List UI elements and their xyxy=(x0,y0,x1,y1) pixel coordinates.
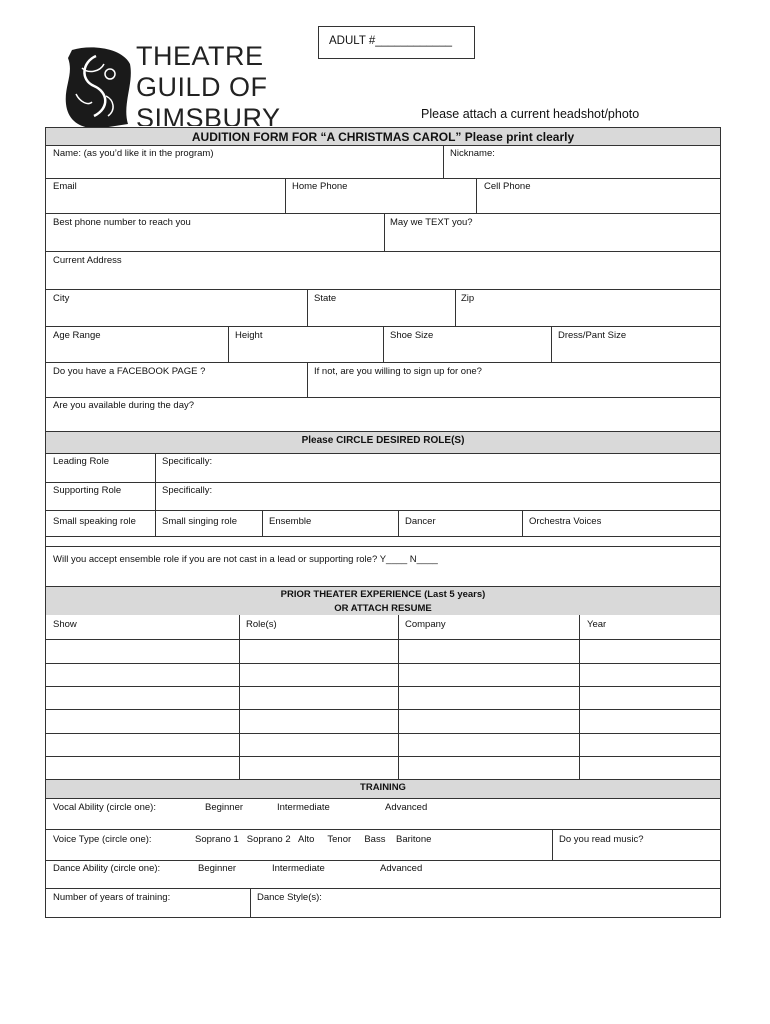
table-row[interactable] xyxy=(45,663,721,664)
form-title: AUDITION FORM FOR “A CHRISTMAS CAROL” Please print clearly xyxy=(191,130,575,144)
dress-size-field-label: Dress/Pant Size xyxy=(558,330,627,341)
voice-type-options[interactable]: Soprano 1 Soprano 2 Alto Tenor Bass Baritone xyxy=(195,834,432,845)
training-section-header: TRAINING xyxy=(360,782,406,793)
experience-header-line-1: PRIOR THEATER EXPERIENCE (Last 5 years) xyxy=(280,589,486,600)
best-phone-field-label: Best phone number to reach you xyxy=(53,217,191,228)
dance-advanced-option[interactable]: Advanced xyxy=(380,863,423,874)
table-row[interactable] xyxy=(45,733,721,734)
dance-style-label: Dance Style(s): xyxy=(257,892,322,903)
vocal-advanced-option[interactable]: Advanced xyxy=(385,802,428,813)
shoe-size-field-label: Shoe Size xyxy=(390,330,434,341)
supporting-role-option[interactable]: Supporting Role xyxy=(53,485,122,496)
company-column-header: Company xyxy=(405,619,446,630)
dance-ability-label: Dance Ability (circle one): xyxy=(53,863,161,874)
facebook-signup-field-label: If not, are you willing to sign up for one? xyxy=(314,366,482,377)
ensemble-question: Will you accept ensemble role if you are not cast in a lead or supporting role? Y____ N____ xyxy=(53,554,438,565)
email-field-label: Email xyxy=(53,181,77,192)
zip-field-label: Zip xyxy=(461,293,475,304)
name-field-label: Name: (as you’d like it in the program) xyxy=(53,148,214,159)
city-field-label: City xyxy=(53,293,70,304)
vocal-intermediate-option[interactable]: Intermediate xyxy=(277,802,330,813)
available-field-label: Are you available during the day? xyxy=(53,400,195,411)
dancer-option[interactable]: Dancer xyxy=(405,516,436,527)
leading-role-specifically-label: Specifically: xyxy=(162,456,213,467)
show-column-header: Show xyxy=(53,619,77,630)
supporting-role-specifically-label: Specifically: xyxy=(162,485,213,496)
vocal-beginner-option[interactable]: Beginner xyxy=(205,802,244,813)
roles-column-header: Role(s) xyxy=(246,619,277,630)
table-row[interactable] xyxy=(45,639,721,640)
read-music-label: Do you read music? xyxy=(559,834,644,845)
theatre-guild-logo-icon xyxy=(62,44,134,130)
table-row[interactable] xyxy=(45,756,721,757)
age-range-field-label: Age Range xyxy=(53,330,101,341)
height-field-label: Height xyxy=(235,330,263,341)
leading-role-option[interactable]: Leading Role xyxy=(53,456,109,467)
facebook-field-label: Do you have a FACEBOOK PAGE ? xyxy=(53,366,206,377)
adult-number-box[interactable] xyxy=(318,26,475,59)
roles-section-header: Please CIRCLE DESIRED ROLE(S) xyxy=(301,435,465,446)
small-singing-role-option[interactable]: Small singing role xyxy=(162,516,237,527)
logo-line-1: THEATRE xyxy=(136,41,264,71)
vocal-ability-label: Vocal Ability (circle one): xyxy=(53,802,156,813)
state-field-label: State xyxy=(314,293,337,304)
form-frame xyxy=(45,127,721,918)
ensemble-option[interactable]: Ensemble xyxy=(269,516,312,527)
address-field-label: Current Address xyxy=(53,255,122,266)
may-text-field-label: May we TEXT you? xyxy=(390,217,473,228)
logo-line-3: SIMSBURY xyxy=(136,104,281,126)
logo-line-2: GUILD OF xyxy=(136,72,268,102)
cell-phone-field-label: Cell Phone xyxy=(484,181,531,192)
table-row[interactable] xyxy=(45,686,721,687)
training-years-label: Number of years of training: xyxy=(53,892,171,903)
adult-number-label: ADULT #____________ xyxy=(329,35,452,47)
home-phone-field-label: Home Phone xyxy=(292,181,348,192)
year-column-header: Year xyxy=(587,619,607,630)
dance-intermediate-option[interactable]: Intermediate xyxy=(272,863,325,874)
attach-photo-note: Please attach a current headshot/photo xyxy=(421,107,640,121)
nickname-field-label: Nickname: xyxy=(450,148,495,159)
orchestra-voices-option[interactable]: Orchestra Voices xyxy=(529,516,602,527)
experience-header-line-2: OR ATTACH RESUME xyxy=(334,603,432,614)
small-speaking-role-option[interactable]: Small speaking role xyxy=(53,516,136,527)
table-row[interactable] xyxy=(45,709,721,710)
voice-type-label: Voice Type (circle one): xyxy=(53,834,152,845)
dance-beginner-option[interactable]: Beginner xyxy=(198,863,237,874)
